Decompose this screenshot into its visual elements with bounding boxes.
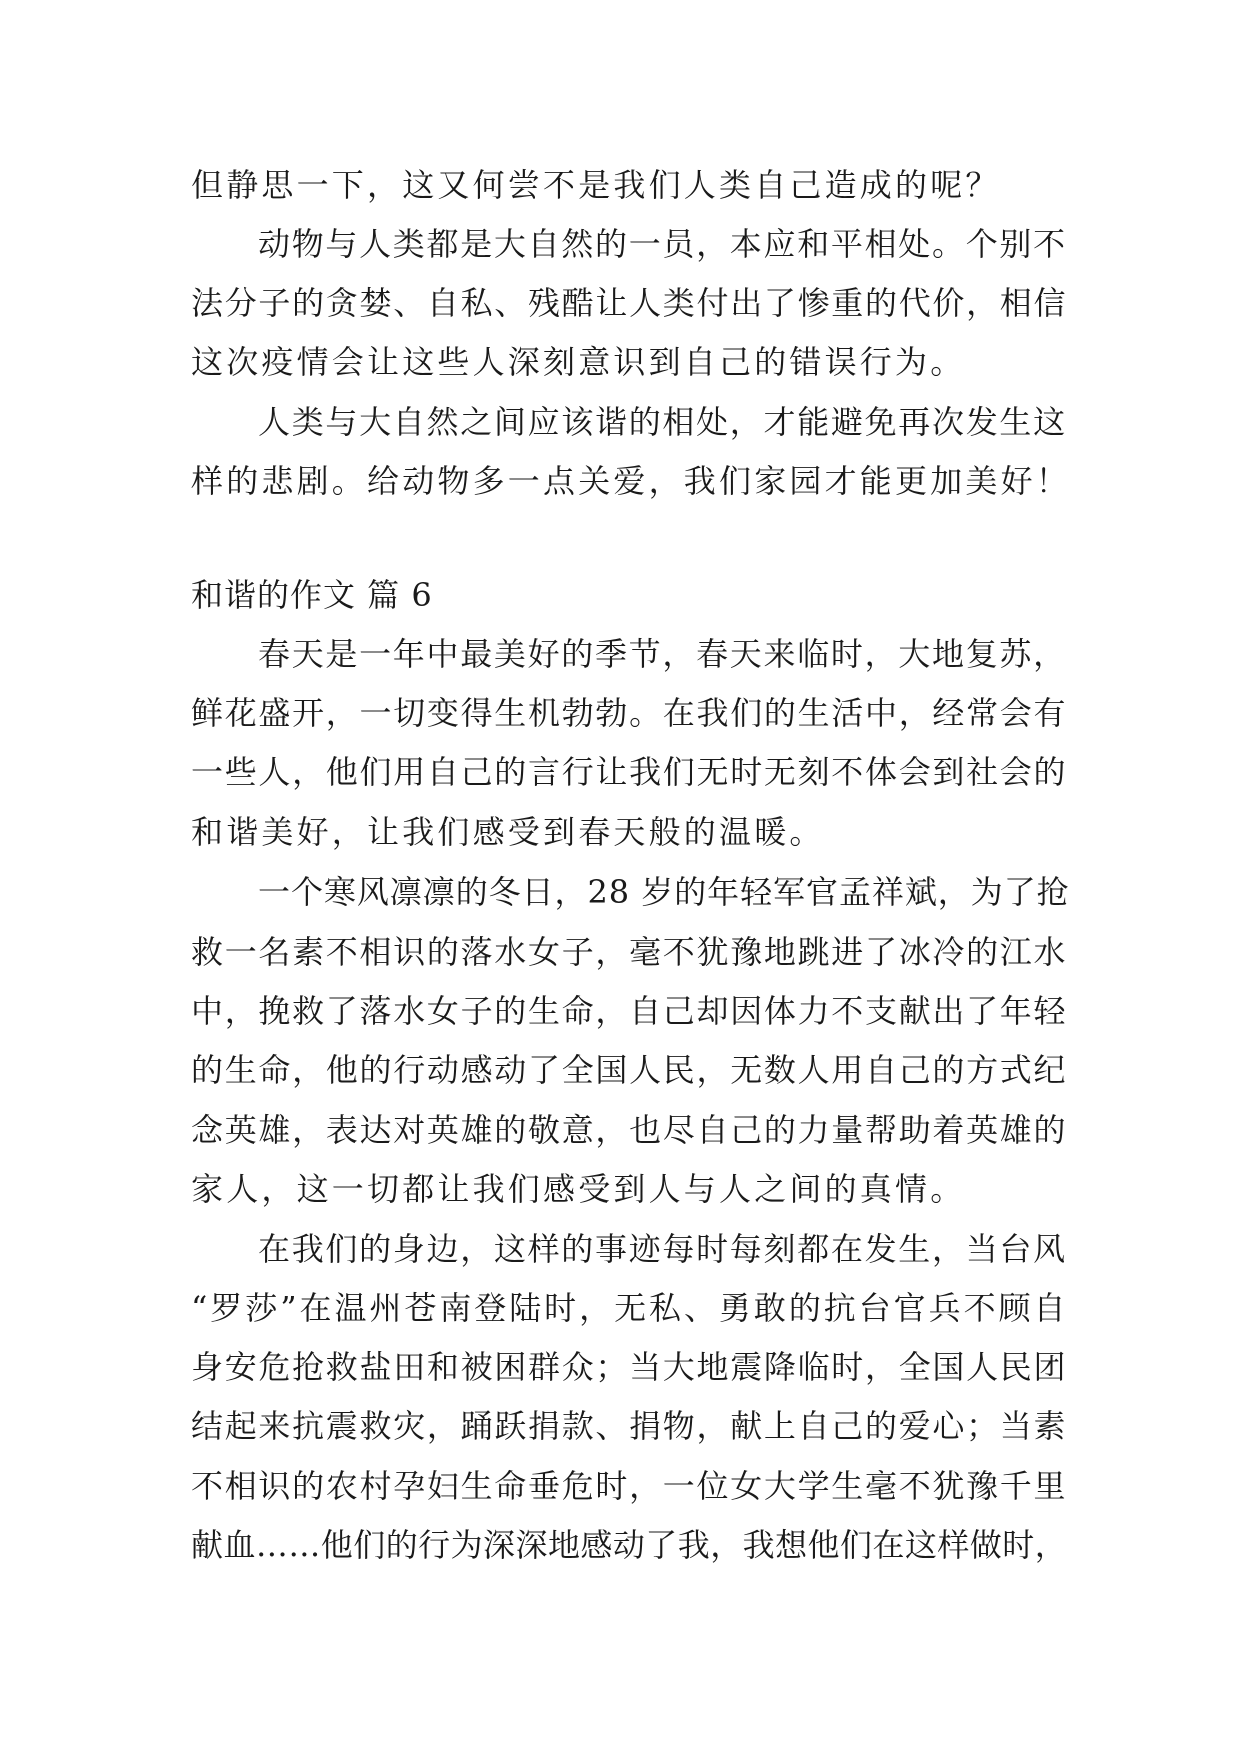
text-line: 和谐美好，让我们感受到春天般的温暖。 xyxy=(191,813,825,851)
text-line: 法分子的贪婪、自私、残酷让人类付出了惨重的代价，相信 xyxy=(191,284,1068,322)
text-line: 献血……他们的行为深深地感动了我，我想他们在这样做时， xyxy=(191,1526,1068,1564)
section-heading: 和谐的作文 篇 6 xyxy=(191,576,433,614)
text-line: 但静思一下，这又何尝不是我们人类自己造成的呢？ xyxy=(191,166,1001,204)
text-line: 样的悲剧。给动物多一点关爱，我们家园才能更加美好！ xyxy=(191,462,1072,500)
text-line: 的生命，他的行动感动了全国人民，无数人用自己的方式纪 xyxy=(191,1051,1068,1089)
text-line: 这次疫情会让这些人深刻意识到自己的错误行为。 xyxy=(191,343,966,381)
text-line: 家人，这一切都让我们感受到人与人之间的真情。 xyxy=(191,1170,966,1208)
text-line: 鲜花盛开，一切变得生机勃勃。在我们的生活中，经常会有 xyxy=(191,694,1068,732)
text-line: 中，挽救了落水女子的生命，自己却因体力不支献出了年轻 xyxy=(191,992,1068,1030)
paragraph-start-line: 动物与人类都是大自然的一员，本应和平相处。个别不 xyxy=(258,225,1067,263)
paragraph-start-line: 一个寒风凛凛的冬日，28 岁的年轻军官孟祥斌，为了抢 xyxy=(258,873,1070,911)
text-line: “罗莎”在温州苍南登陆时，无私、勇敢的抗台官兵不顾自 xyxy=(191,1289,1069,1327)
text-line: 结起来抗震救灾，踊跃捐款、捐物，献上自己的爱心；当素 xyxy=(191,1407,1068,1445)
text-line: 不相识的农村孕妇生命垂危时，一位女大学生毫不犹豫千里 xyxy=(191,1467,1068,1505)
text-line: 救一名素不相识的落水女子，毫不犹豫地跳进了冰冷的江水 xyxy=(191,933,1068,971)
paragraph-start-line: 春天是一年中最美好的季节，春天来临时，大地复苏， xyxy=(258,635,1067,673)
text-line: 一些人，他们用自己的言行让我们无时无刻不体会到社会的 xyxy=(191,753,1068,791)
paragraph-start-line: 人类与大自然之间应该谐的相处，才能避免再次发生这 xyxy=(258,403,1067,441)
text-line: 身安危抢救盐田和被困群众；当大地震降临时，全国人民团 xyxy=(191,1348,1068,1386)
paragraph-start-line: 在我们的身边，这样的事迹每时每刻都在发生，当台风 xyxy=(258,1230,1067,1268)
text-line: 念英雄，表达对英雄的敬意，也尽自己的力量帮助着英雄的 xyxy=(191,1111,1068,1149)
